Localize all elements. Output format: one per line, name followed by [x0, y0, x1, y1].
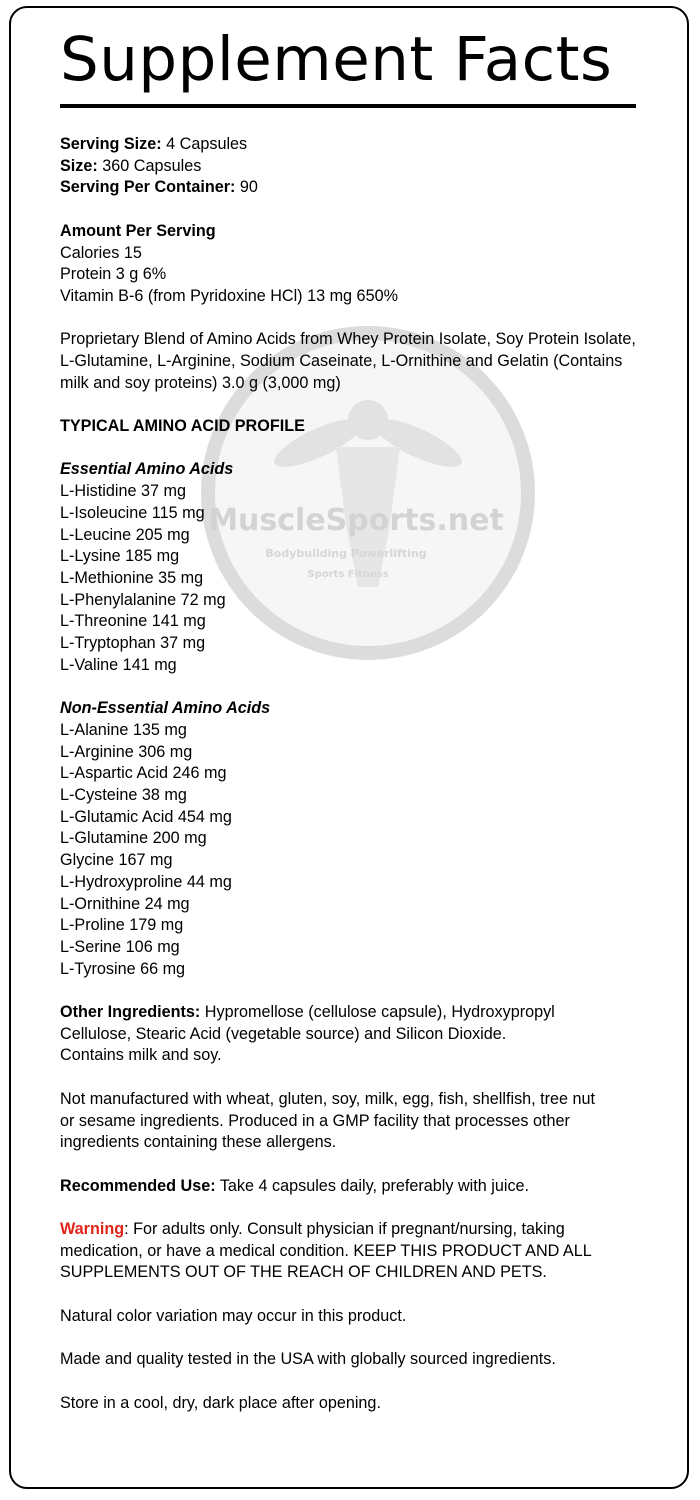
serving-size-row: [60, 134, 680, 156]
size-label: Size:: [60, 156, 98, 175]
note-line: Natural color variation may occur in this product.: [60, 1306, 407, 1325]
essential-amino-acid-item: L-Threonine 141 mg: [60, 612, 206, 631]
note-line: Made and quality tested in the USA with globally sourced ingredients.: [60, 1350, 556, 1369]
essential-amino-acid-item: L-Phenylalanine 72 mg: [60, 590, 226, 609]
non-essential-amino-acid-item: L-Serine 106 mg: [60, 937, 180, 956]
allergen-statement-line: ingredients containing these allergens.: [60, 1133, 337, 1152]
warning-text: : For adults only. Consult physician if pregnant/nursing, taking: [124, 1220, 565, 1239]
spacer: [60, 1371, 680, 1393]
servings-per-container-value: 90: [235, 178, 258, 197]
spacer: [60, 394, 680, 416]
non-essential-amino-acid-item: L-Hydroxyproline 44 mg: [60, 872, 232, 891]
spacer: [60, 1197, 680, 1219]
non-essential-amino-acid-item: L-Tyrosine 66 mg: [60, 959, 186, 978]
spacer: [60, 308, 680, 330]
recommended-use-label: Recommended Use:: [60, 1176, 216, 1195]
watermark-tagline-1: Bodybuilding Powerlifting: [265, 547, 427, 560]
allergen-statement-line: Not manufactured with wheat, gluten, soy, milk, egg, fish, shellfish, tree nut: [60, 1089, 596, 1108]
watermark-brand: MuscleSports.net: [208, 503, 504, 538]
warning-line: [60, 1219, 680, 1241]
non-essential-amino-acid-item: L-Glutamic Acid 454 mg: [60, 807, 232, 826]
size-row: [60, 156, 680, 178]
servings-per-container-row: [60, 177, 680, 199]
serving-size-label: Serving Size:: [60, 135, 162, 153]
spacer: [60, 1284, 680, 1306]
other-ingredients-line: [60, 1002, 680, 1024]
spacer: [60, 438, 680, 460]
page-title: Supplement Facts: [60, 24, 613, 95]
spacer: [60, 980, 680, 1002]
allergen-statement-line: or sesame ingredients. Produced in a GMP facility that processes other: [60, 1111, 570, 1130]
amount-item: Vitamin B-6 (from Pyridoxine HCl) 13 mg 650%: [60, 286, 398, 305]
amino-acid-profile-heading: TYPICAL AMINO ACID PROFILE: [60, 417, 305, 436]
non-essential-amino-acid-item: L-Glutamine 200 mg: [60, 829, 207, 848]
non-essential-amino-acid-item: L-Proline 179 mg: [60, 916, 184, 935]
non-essential-amino-acid-item: L-Aspartic Acid 246 mg: [60, 764, 227, 783]
non-essential-amino-acids-heading: Non-Essential Amino Acids: [60, 699, 271, 718]
servings-per-container-label: Serving Per Container:: [60, 178, 236, 197]
watermark-tagline-2: Sports Fitness: [307, 569, 389, 580]
essential-amino-acid-item: L-Valine 141 mg: [60, 655, 177, 674]
essential-amino-acid-item: L-Tryptophan 37 mg: [60, 634, 206, 653]
other-ingredients-label: Other Ingredients:: [60, 1003, 201, 1022]
warning-line: medication, or have a medical condition. KEEP THIS PRODUCT AND ALL: [60, 1241, 592, 1260]
spacer: [60, 1328, 680, 1350]
title-divider: [60, 104, 636, 108]
serving-size-value: 4 Capsules: [161, 135, 248, 153]
recommended-use-text: Take 4 capsules daily, preferably with juice.: [215, 1176, 530, 1195]
amount-per-serving-heading: Amount Per Serving: [60, 221, 216, 240]
proprietary-blend: Proprietary Blend of Amino Acids from Whey Protein Isolate, Soy Protein Isolate, L-Glutamine, L-Arginine, Sodium Caseinate, L-Ornithine and Gelatin (Contains milk and soy proteins) 3.0 g (3,000 mg): [60, 330, 636, 392]
essential-amino-acid-item: L-Methionine 35 mg: [60, 569, 204, 587]
non-essential-amino-acid-item: L-Alanine 135 mg: [60, 720, 187, 739]
non-essential-amino-acid-item: L-Arginine 306 mg: [60, 742, 193, 761]
size-value: 360 Capsules: [97, 156, 202, 175]
amount-item: Protein 3 g 6%: [60, 265, 167, 284]
other-ingredients-line: Contains milk and soy.: [60, 1046, 222, 1065]
essential-amino-acid-item: L-Histidine 37 mg: [60, 482, 186, 501]
essential-amino-acid-item: L-Leucine 205 mg: [60, 525, 190, 544]
facts-content: [60, 134, 680, 1414]
non-essential-amino-acid-item: Glycine 167 mg: [60, 851, 173, 870]
note-line: Store in a cool, dry, dark place after opening.: [60, 1393, 381, 1412]
other-ingredients-text: Hypromellose (cellulose capsule), Hydroxypropyl: [200, 1003, 555, 1022]
warning-line: SUPPLEMENTS OUT OF THE REACH OF CHILDREN AND PETS.: [60, 1263, 547, 1282]
spacer: [60, 199, 680, 221]
recommended-use: [60, 1176, 680, 1198]
spacer: [60, 677, 680, 699]
amount-item: Calories 15: [60, 243, 142, 262]
spacer: [60, 1067, 680, 1089]
other-ingredients-line: Cellulose, Stearic Acid (vegetable source) and Silicon Dioxide.: [60, 1024, 507, 1043]
spacer: [60, 1154, 680, 1176]
essential-amino-acid-item: L-Lysine 185 mg: [60, 547, 180, 566]
warning-label: Warning: [60, 1220, 125, 1239]
essential-amino-acid-item: L-Isoleucine 115 mg: [60, 503, 205, 522]
non-essential-amino-acid-item: L-Cysteine 38 mg: [60, 786, 187, 805]
non-essential-amino-acid-item: L-Ornithine 24 mg: [60, 894, 190, 913]
essential-amino-acids-heading: Essential Amino Acids: [60, 460, 234, 479]
